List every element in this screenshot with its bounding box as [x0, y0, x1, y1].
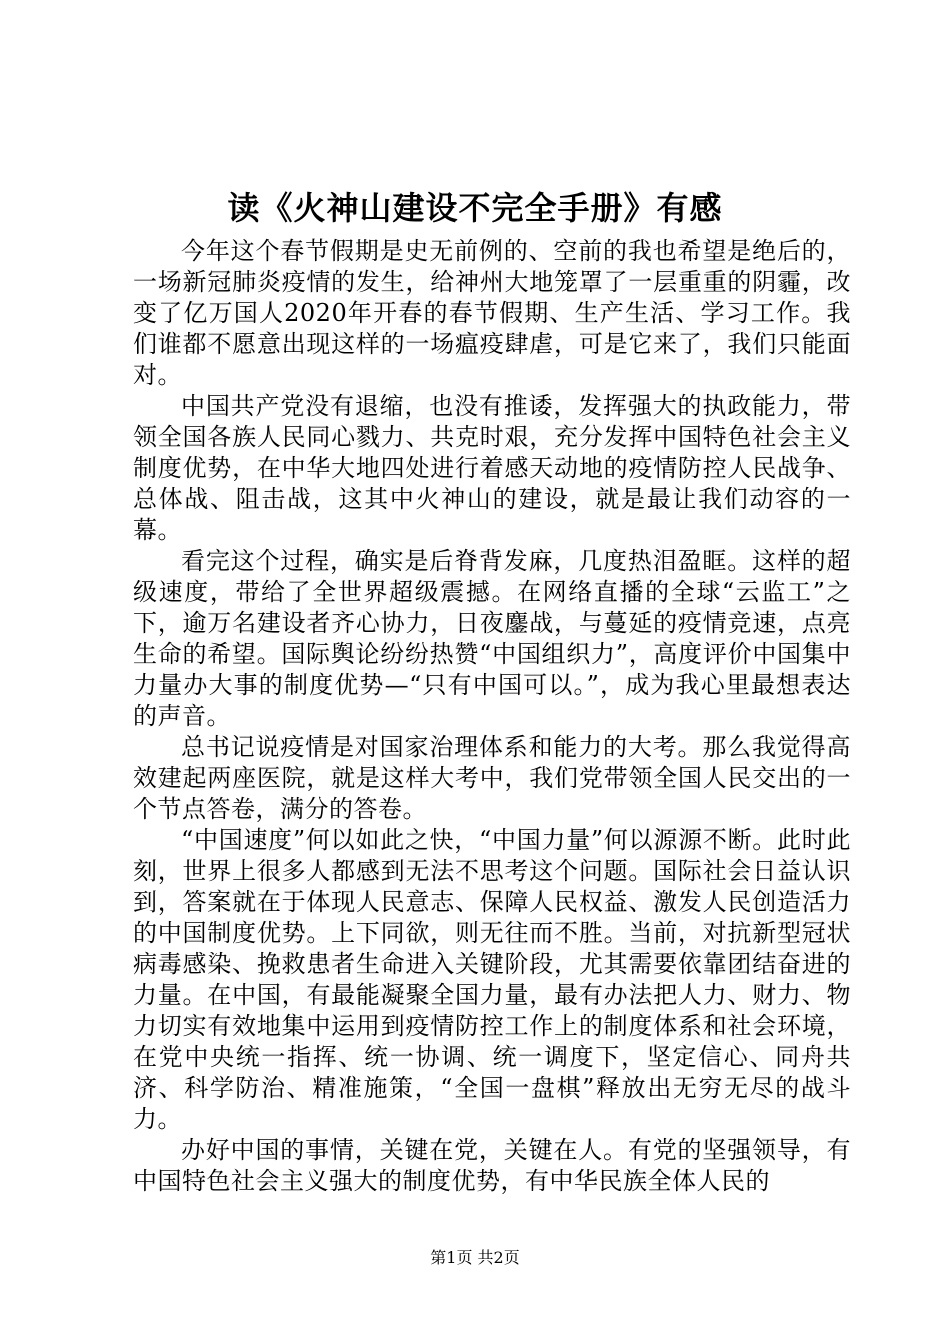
paragraph-1: 今年这个春节假期是史无前例的、空前的我也希望是绝后的，一场新冠肺炎疫情的发生，给神州大地笼罩了一层重重的阴霾，改变了亿万国人2020年开春的春节假期、生产生活、学习工作。我们谁都不愿意出现这样的一场瘟疫肆虐，可是它来了，我们只能面对。 [133, 237, 851, 389]
document-body [133, 236, 851, 1197]
paragraph-6: 办好中国的事情，关键在党，关键在人。有党的坚强领导，有中国特色社会主义强大的制度优势，有中华民族全体人民的 [133, 1136, 851, 1195]
paragraph-4: 总书记说疫情是对国家治理体系和能力的大考。那么我觉得高效建起两座医院，就是这样大考中，我们党带领全国人民交出的一个节点答卷，满分的答卷。 [133, 733, 851, 823]
page-footer: 第1页 共2页 [430, 1248, 520, 1267]
document-title: 读《火神山建设不完全手册》有感 [227, 189, 723, 227]
paragraph-3: 看完这个过程，确实是后脊背发麻，几度热泪盈眶。这样的超级速度，带给了全世界超级震撼。在网络直播的全球“云监工”之下，逾万名建设者齐心协力，日夜鏖战，与蔓延的疫情竞速，点亮生命的希望。国际舆论纷纷热赞“中国组织力”，高度评价中国集中力量办大事的制度优势—“只有中国可以。”，成为我心里最想表达的声音。 [133, 547, 851, 730]
paragraph-5: “中国速度”何以如此之快，“中国力量”何以源源不断。此时此刻，世界上很多人都感到无法不思考这个问题。国际社会日益认识到，答案就在于体现人民意志、保障人民权益、激发人民创造活力的中国制度优势。上下同欲，则无往而不胜。当前，对抗新型冠状病毒感染、挽救患者生命进入关键阶段，尤其需要依靠团结奋进的力量。在中国，有最能凝聚全国力量，最有办法把人力、财力、物力切实有效地集中运用到疫情防控工作上的制度体系和社会环境，在党中央统一指挥、统一协调、统一调度下，坚定信心、同舟共济、科学防治、精准施策，“全国一盘棋”释放出无穷无尽的战斗力。 [133, 826, 851, 1133]
paragraph-2: 中国共产党没有退缩，也没有推诿，发挥强大的执政能力，带领全国各族人民同心戮力、共克时艰，充分发挥中国特色社会主义制度优势，在中华大地四处进行着感天动地的疫情防控人民战争、总体战、阻击战，这其中火神山的建设，就是最让我们动容的一幕。 [133, 392, 851, 544]
